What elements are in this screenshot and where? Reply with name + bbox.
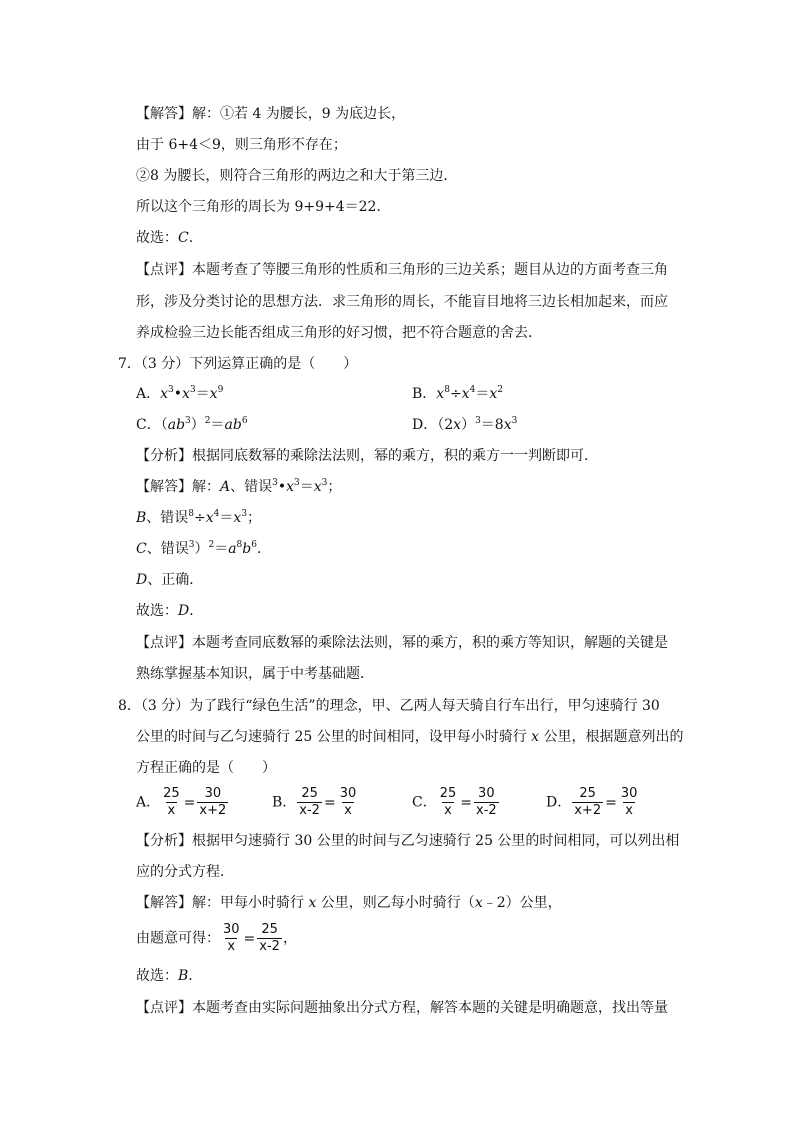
analysis-tag: 【分析】	[136, 833, 192, 849]
q7-answer-a: 【解答】解：A、错误$^3•x^3=x^3$；	[136, 478, 342, 495]
q8-review-line-1: 【点评】本题考查由实际问题抽象出分式方程，解答本题的关键是明确题意，找出等量	[136, 1000, 668, 1016]
q6-answer-line-3: ②8 为腰长，则符合三角形的两边之和大于第三边．	[136, 168, 458, 184]
fraction: $\frac{25}{x+2}$	[574, 786, 602, 818]
q6-review-line-1: 【点评】本题考查了等腰三角形的性质和三角形的三边关系；题目从边的方面考查三角	[136, 262, 668, 278]
q7-option-a: A．$x^3•x^3=x^9$	[136, 385, 224, 402]
q8-selection: 故选：B．	[136, 968, 203, 984]
q7-option-d: D．$(2x)^3=8x^3$	[412, 416, 518, 433]
fraction: $\frac{30}{x}$	[339, 786, 357, 818]
review-tag: 【点评】	[136, 262, 192, 278]
q8-stem-line-1: 8．（3 分）为了践行“绿色生活”的理念，甲、乙两人每天骑自行车出行，甲匀速骑行 30	[118, 698, 660, 714]
review-tag: 【点评】	[136, 635, 192, 651]
q7-review-line-2: 熟练掌握基本知识，属于中考基础题．	[136, 666, 374, 682]
q8-option-d: D． $\frac{25}{x+2}$ = $\frac{30}{x}$	[546, 786, 638, 818]
q7-stem: 7．（3 分）下列运算正确的是（ ）	[118, 356, 358, 372]
fraction: $\frac{25}{x}$	[439, 786, 457, 818]
q6-review-line-3: 养成检验三边长能否组成三角形的好习惯，把不符合题意的舍去．	[136, 325, 542, 341]
review-tag: 【点评】	[136, 1000, 192, 1016]
q7-selection: 故选：D．	[136, 603, 204, 619]
fraction: $\frac{25}{x}$	[163, 786, 180, 818]
q8-option-c: C． $\frac{25}{x}$ = $\frac{30}{x-2}$	[412, 786, 497, 818]
fraction: $\frac{25}{x-2}$	[259, 922, 280, 954]
fraction: $\frac{30}{x}$	[223, 922, 240, 954]
fraction: $\frac{30}{x+2}$	[199, 786, 227, 818]
q8-answer-line-1: 【解答】解：甲每小时骑行 x 公里，则乙每小时骑行（x﹣2）公里，	[136, 895, 562, 911]
q6-selection: 故选：C．	[136, 230, 203, 246]
q8-option-a: A． $\frac{25}{x}$ = $\frac{30}{x+2}$	[136, 786, 227, 818]
q7-review-line-1: 【点评】本题考查同底数幂的乘除法法则，幂的乘方，积的乘方等知识，解题的关键是	[136, 635, 668, 651]
q8-stem-line-2: 公里的时间与乙匀速骑行 25 公里的时间相同，设甲每小时骑行 x 公里，根据题意列出的	[136, 729, 684, 745]
q8-analysis-line-1: 【分析】根据甲匀速骑行 30 公里的时间与乙匀速骑行 25 公里的时间相同，可以列出相	[136, 833, 680, 849]
q6-answer-line-2: 由于 6+4＜9，则三角形不存在；	[136, 137, 347, 153]
q7-answer-b: B、错误$^8\div x^4=x^3$；	[136, 509, 262, 526]
q7-option-b: B．$x^8\div x^4=x^2$	[412, 385, 503, 402]
q7-option-c: C．$(ab^3)^2=ab^6$	[136, 416, 248, 433]
q8-stem-line-3: 方程正确的是（ ）	[136, 760, 276, 776]
q6-review-line-2: 形，涉及分类讨论的思想方法．求三角形的周长，不能盲目地将三边长相加起来，而应	[136, 294, 668, 310]
analysis-tag: 【分析】	[136, 448, 192, 464]
answer-tag: 【解答】	[136, 479, 192, 495]
q8-analysis-line-2: 应的分式方程．	[136, 864, 234, 880]
answer-tag: 【解答】	[136, 106, 192, 122]
q8-option-b: B． $\frac{25}{x-2}$ = $\frac{30}{x}$	[272, 786, 357, 818]
q6-answer-line-4: 所以这个三角形的周长为 9+9+4＝22．	[136, 199, 391, 215]
q7-answer-c: C、错误$^3)^2=a^8b^6$．	[136, 540, 271, 557]
fraction: $\frac{30}{x-2}$	[476, 786, 497, 818]
fraction: $\frac{25}{x-2}$	[299, 786, 320, 818]
q7-answer-d: D、正确．	[136, 572, 204, 588]
q6-answer-line-1: 【解答】解：①若 4 为腰长，9 为底边长，	[136, 106, 406, 122]
q7-analysis: 【分析】根据同底数幂的乘除法法则，幂的乘方，积的乘方一一判断即可．	[136, 448, 598, 464]
q8-answer-equation: 由题意可得： $\frac{30}{x}$ = $\frac{25}{x-2}$ ，	[136, 922, 297, 954]
fraction: $\frac{30}{x}$	[620, 786, 638, 818]
answer-tag: 【解答】	[136, 895, 192, 911]
